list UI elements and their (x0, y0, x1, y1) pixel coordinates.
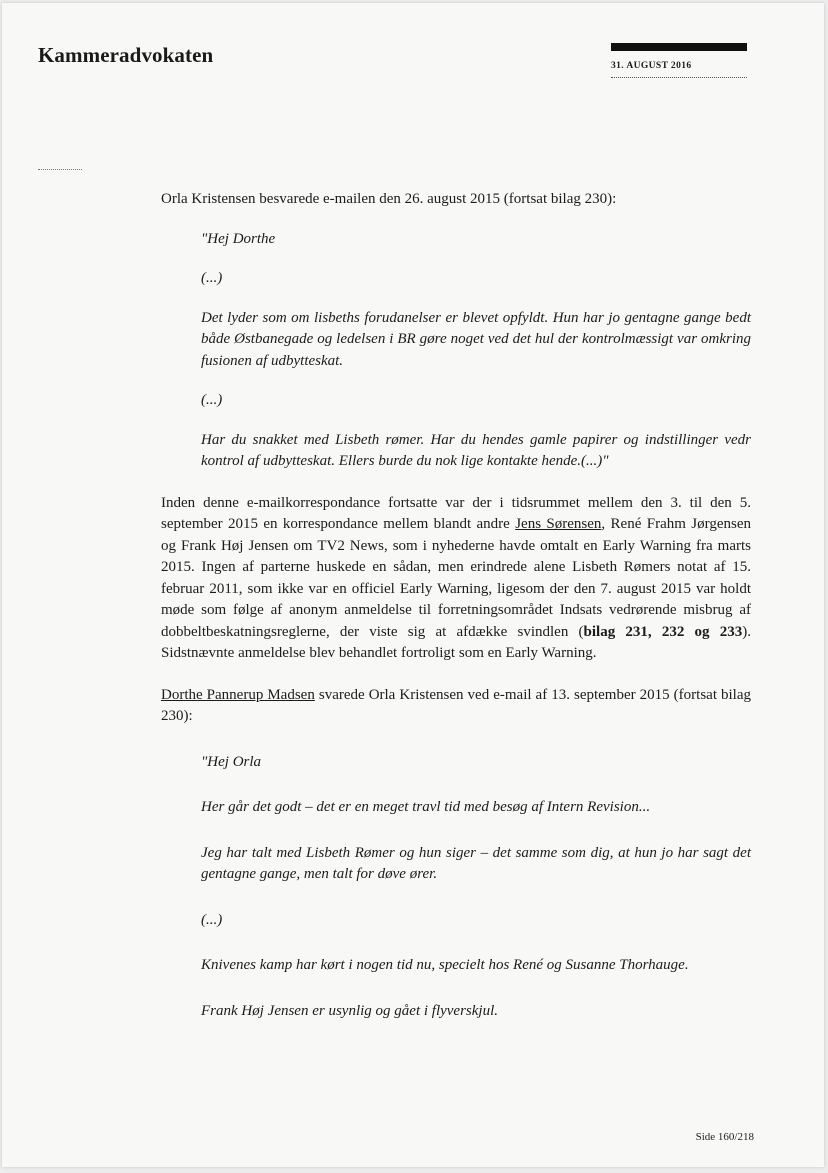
quote-ellipsis: (...) (201, 270, 223, 286)
paragraph-intro: Orla Kristensen besvarede e-mailen den 26. august 2015 (fortsat bilag 230): (161, 191, 617, 207)
quote-text: Det lyder som om lisbeths forudanelser er blevet opfyldt. Hun har jo gentagne gange bedt både Østbanegade og ledelsen i BR gøre noget ved det hul der kontrolmæssigt var omkring fusionen af udbytteskat. (201, 309, 751, 369)
paragraph-text: , René Frahm Jørgensen og Frank Høj Jensen om TV2 News, som i nyhederne havde omtalt en Early Warning fra marts 2015. Ingen af parterne huskede en sådan, men erindrede alene Lisbeth Rømers notat af 15. februar 2011, som ikke var en officiel Early Warning, ligesom der den 7. august 2015 var holdt møde som følge af anonym anmeldelse til forretningsområdet Indsats vedrørende misbrug af dobbeltbeskatningsreglerne, der viste sig at afdække svindlen ( (161, 516, 751, 640)
quote-block-2 (161, 752, 751, 1023)
quote-text: Frank Høj Jensen er usynlig og gået i flyverskjul. (201, 1002, 499, 1019)
page-number: Side 160/218 (695, 1131, 754, 1143)
paragraph-text: ). Sidstnævnte anmeldelse blev behandlet fortroligt som en Early Warning. (161, 623, 751, 661)
quote-block-1 (161, 229, 751, 473)
quote-text: Har du snakket med Lisbeth rømer. Har du hendes gamle papirer og indstillinger vedr kontrol af udbytteskat. Ellers burde du nok lige kontakte hende.(...)" (201, 431, 751, 469)
underlined-name: Jens Sørensen (515, 516, 602, 532)
quote-ellipsis: (...) (201, 392, 223, 408)
margin-mark (38, 169, 82, 170)
date-block (611, 43, 747, 78)
date-rule (611, 77, 747, 78)
quote-text: Her går det godt – det er en meget travl tid med besøg af Intern Revision... (201, 799, 651, 815)
underlined-name: Dorthe Pannerup Madsen (161, 686, 315, 703)
paragraph-reply (161, 685, 751, 728)
paragraph-correspondence (161, 493, 751, 665)
quote-greeting: "Hej Orla (201, 753, 262, 770)
paragraph-text: svarede Orla Kristensen ved e-mail af 13. september 2015 (fortsat bilag 230): (161, 686, 752, 724)
quote-text: Jeg har talt med Lisbeth Rømer og hun siger – det samme som dig, at hun jo har sagt det gentagne gange, men talt for døve ører. (201, 844, 751, 882)
bold-reference: bilag 231, 232 og 233 (583, 623, 743, 640)
quote-greeting: "Hej Dorthe (201, 230, 276, 247)
quote-ellipsis: (...) (201, 911, 223, 928)
quote-text: Knivenes kamp har kørt i nogen tid nu, specielt hos René og Susanne Thorhauge. (201, 957, 689, 973)
document-page (2, 3, 824, 1167)
document-date: 31. AUGUST 2016 (611, 61, 692, 71)
date-bar (611, 43, 747, 51)
document-body (161, 189, 751, 1022)
logo: Kammeradvokaten (38, 43, 214, 67)
paragraph-text: Inden denne e-mailkorrespondance fortsatte var der i tidsrummet mellem den 3. til den 5. september 2015 en korrespondance mellem blandt andre (161, 494, 751, 532)
